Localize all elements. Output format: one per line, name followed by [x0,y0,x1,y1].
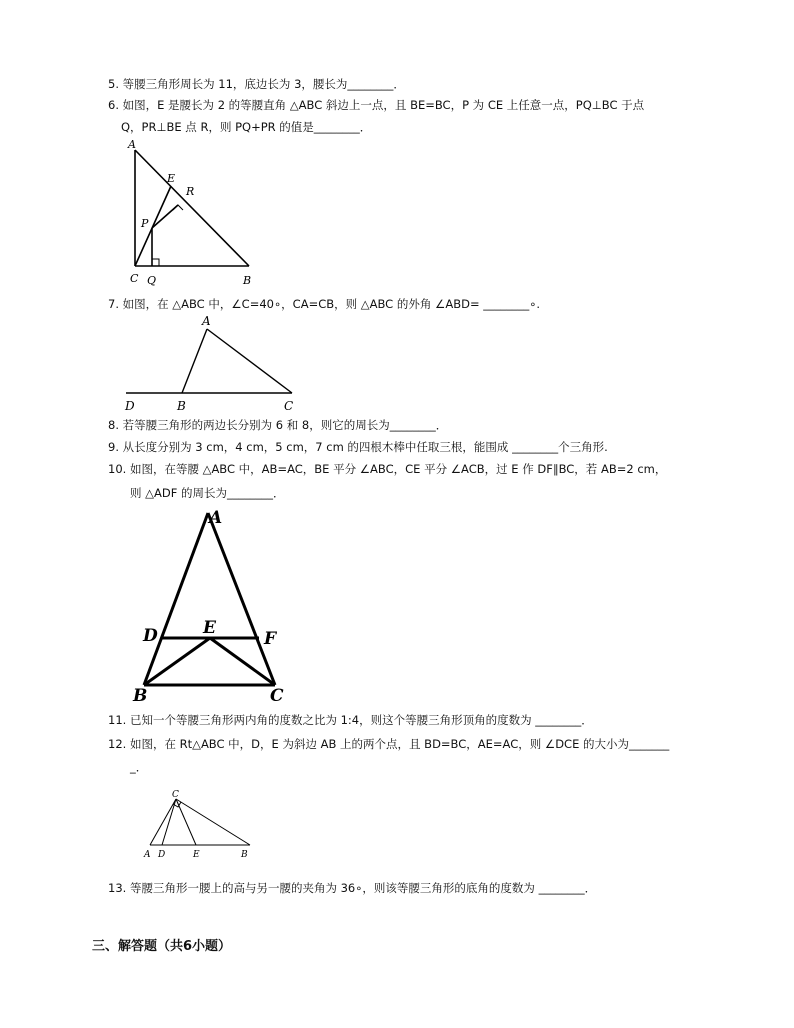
question-13: 13. 等腰三角形一腰上的高与另一腰的夹角为 36∘，则该等腰三角形的底角的度数为 ________． [108,881,597,895]
question-11: 11. 已知一个等腰三角形两内角的度数之比为 1:4，则这个等腰三角形顶角的度数为 ________． [108,713,593,727]
question-8: 8. 若等腰三角形的两边长分别为 6 和 8，则它的周长为________． [108,418,448,432]
question-5: 5. 等腰三角形周长为 11，底边长为 3，腰长为________． [108,77,405,91]
label-C: C [172,790,179,800]
label-C: C [284,399,294,413]
label-B: B [243,274,252,287]
label-A: A [209,508,223,528]
question-9: 9. 从长度分别为 3 cm，4 cm，5 cm，7 cm 的四根木棒中任取三根，能围成 ________个三角形. [108,440,608,454]
question-6-line-2: Q，PR⊥BE 点 R，则 PQ+PR 的值是________． [121,120,372,134]
label-P: P [141,217,149,230]
label-D: D [143,626,158,646]
label-D: D [125,399,135,413]
label-B: B [177,399,186,413]
label-E: E [167,172,176,185]
question-12-line-1: 12. 如图，在 Rt△ABC 中，D，E 为斜边 AB 上的两个点，且 BD=BC，AE=AC，则 ∠DCE 的大小为_______ [108,737,670,751]
label-A: A [128,138,136,151]
question-10-line-2: 则 △ADF 的周长为________． [130,486,285,500]
label-B: B [133,686,148,705]
label-E: E [203,618,216,638]
figure-q7-triangle [120,312,300,414]
label-A: A [144,850,151,860]
question-7: 7. 如图，在 △ABC 中，∠C=40∘，CA=CB，则 △ABC 的外角 ∠ABD= ________∘. [108,297,541,311]
label-E: E [193,850,200,860]
figure-q6-right-triangle [125,136,265,290]
section-heading: 三、解答题（共6小题） [92,939,232,954]
label-C: C [130,272,139,285]
figure-q10-isosceles-triangle [130,505,292,705]
label-R: R [186,185,195,198]
figure-q12-right-triangle [140,787,256,863]
question-10-line-1: 10. 如图，在等腰 △ABC 中，AB=AC，BE 平分 ∠ABC，CE 平分 ∠ACB，过 E 作 DF∥BC，若 AB=2 cm， [108,462,667,476]
question-6-line-1: 6. 如图，E 是腰长为 2 的等腰直角 △ABC 斜边上一点，且 BE=BC，P 为 CE 上任意一点，PQ⊥BC 于点 [108,98,645,112]
question-12-line-2: _． [130,760,148,774]
label-B: B [241,850,248,860]
label-Q: Q [147,274,157,287]
label-C: C [270,686,284,705]
label-A: A [202,314,211,328]
label-D: D [158,850,166,860]
label-F: F [264,629,277,649]
